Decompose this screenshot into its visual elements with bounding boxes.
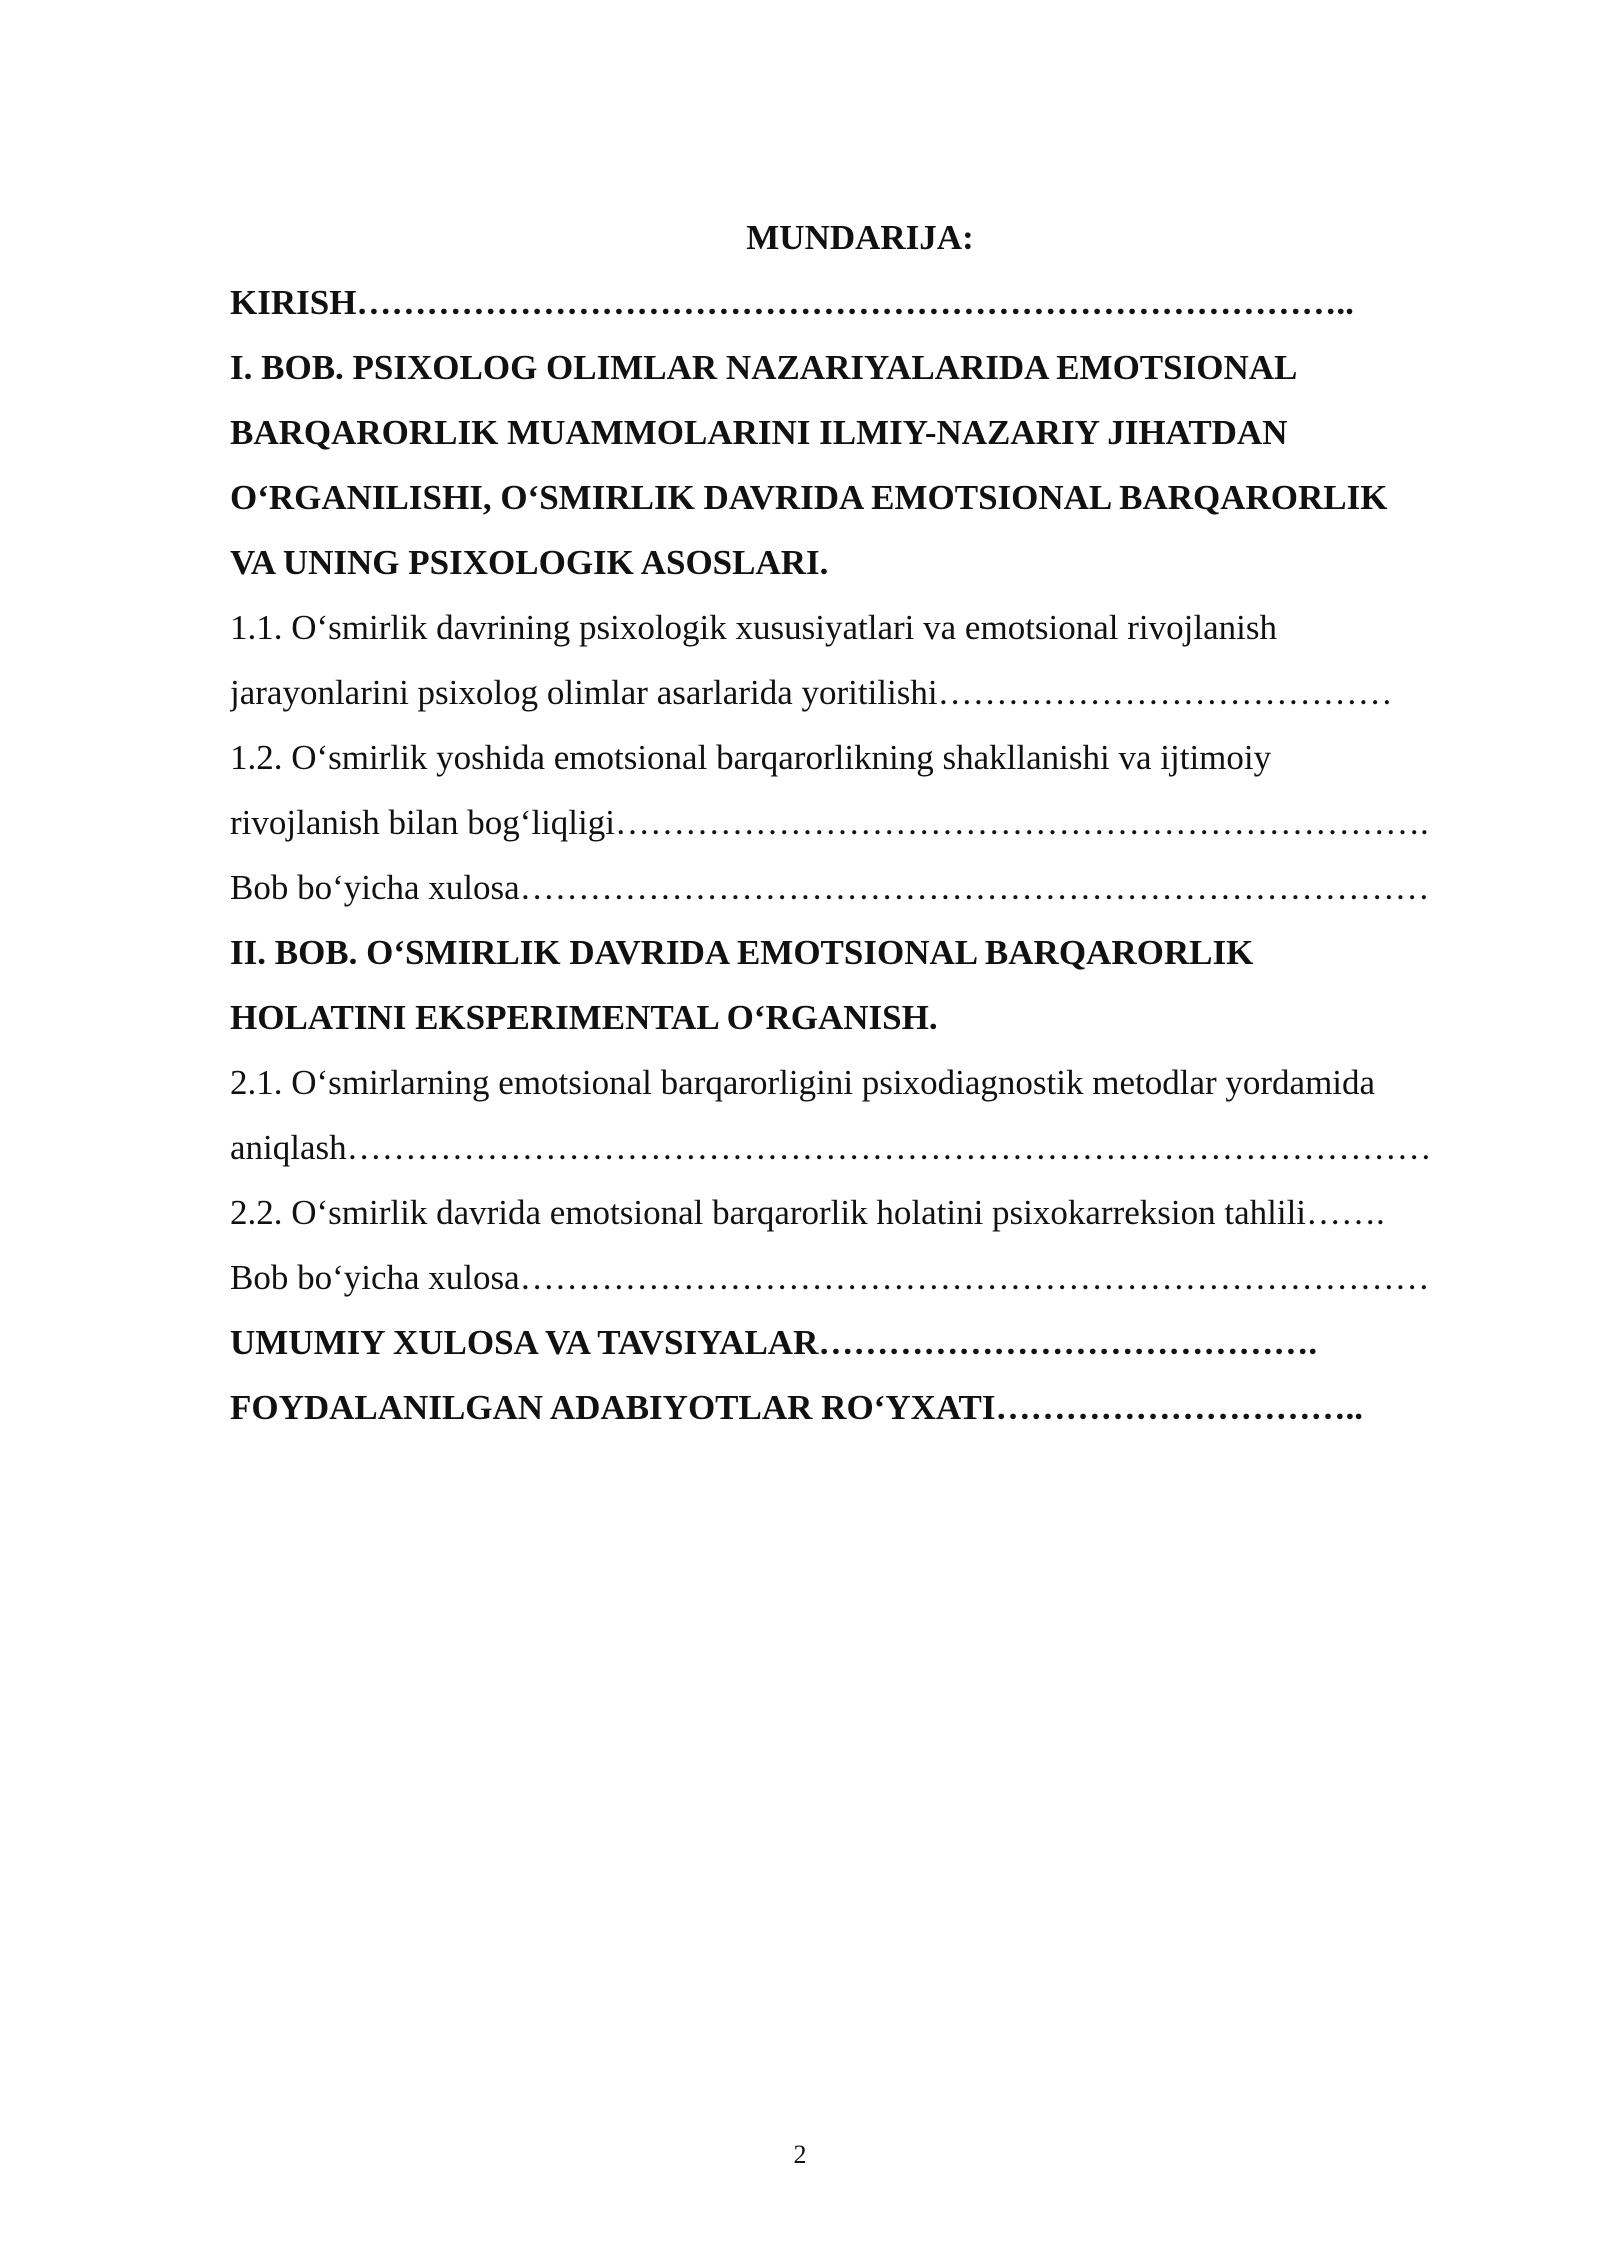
toc-line-general-conclusion: UMUMIY XULOSA VA TAVSIYALAR……………………………………. — [230, 1323, 1318, 1362]
toc-line-chapter-1-title-3: O‘RGANILISHI, O‘SMIRLIK DAVRIDA EMOTSIONAL BARQARORLIK — [230, 478, 1388, 517]
toc-line-chapter-1-title-1: I. BOB. PSIXOLOG OLIMLAR NAZARIYALARIDA EMOTSIONAL — [230, 348, 1298, 387]
toc-line-chapter-1-title-2: BARQARORLIK MUAMMOLARINI ILMIY-NAZARIY JIHATDAN — [230, 413, 1288, 452]
page-number: 2 — [793, 2140, 807, 2169]
toc-line-section-2-1-b: aniqlash………………………………………………………………………………… — [230, 1128, 1432, 1167]
toc-line-chapter-2-conclusion: Bob bo‘yicha xulosa…………………………………………………………………… — [230, 1258, 1430, 1297]
toc-line-chapter-1-title-4: VA UNING PSIXOLOGIK ASOSLARI. — [230, 543, 829, 582]
toc-line-chapter-2-title-2: HOLATINI EKSPERIMENTAL O‘RGANISH. — [230, 998, 938, 1037]
table-of-contents — [230, 205, 1490, 1440]
toc-line-kirish: KIRISH………………………………………………………………………….. — [230, 283, 1354, 322]
toc-line-section-1-1-b: jarayonlarini psixolog olimlar asarlarida yoritilishi………………………………… — [230, 673, 1393, 712]
toc-line-section-1-2-b: rivojlanish bilan bog‘liqligi……………………………………………………………. — [230, 803, 1429, 842]
toc-line-chapter-2-title-1: II. BOB. O‘SMIRLIK DAVRIDA EMOTSIONAL BARQARORLIK — [230, 933, 1254, 972]
toc-line-section-2-2: 2.2. O‘smirlik davrida emotsional barqarorlik holatini psixokarreksion tahlili……. — [230, 1193, 1385, 1232]
toc-line-section-1-2-a: 1.2. O‘smirlik yoshida emotsional barqarorlikning shakllanishi va ijtimoiy — [230, 738, 1272, 777]
toc-title: MUNDARIJA: — [746, 218, 974, 257]
toc-line-chapter-1-conclusion: Bob bo‘yicha xulosa…………………………………………………………………… — [230, 868, 1430, 907]
toc-line-section-1-1-a: 1.1. O‘smirlik davrining psixologik xususiyatlari va emotsional rivojlanish — [230, 608, 1277, 647]
toc-line-references: FOYDALANILGAN ADABIYOTLAR RO‘YXATI………………………….. — [230, 1388, 1364, 1427]
toc-entries — [230, 270, 1490, 1440]
toc-line-section-2-1-a: 2.1. O‘smirlarning emotsional barqarorligini psixodiagnostik metodlar yordamida — [230, 1063, 1376, 1102]
